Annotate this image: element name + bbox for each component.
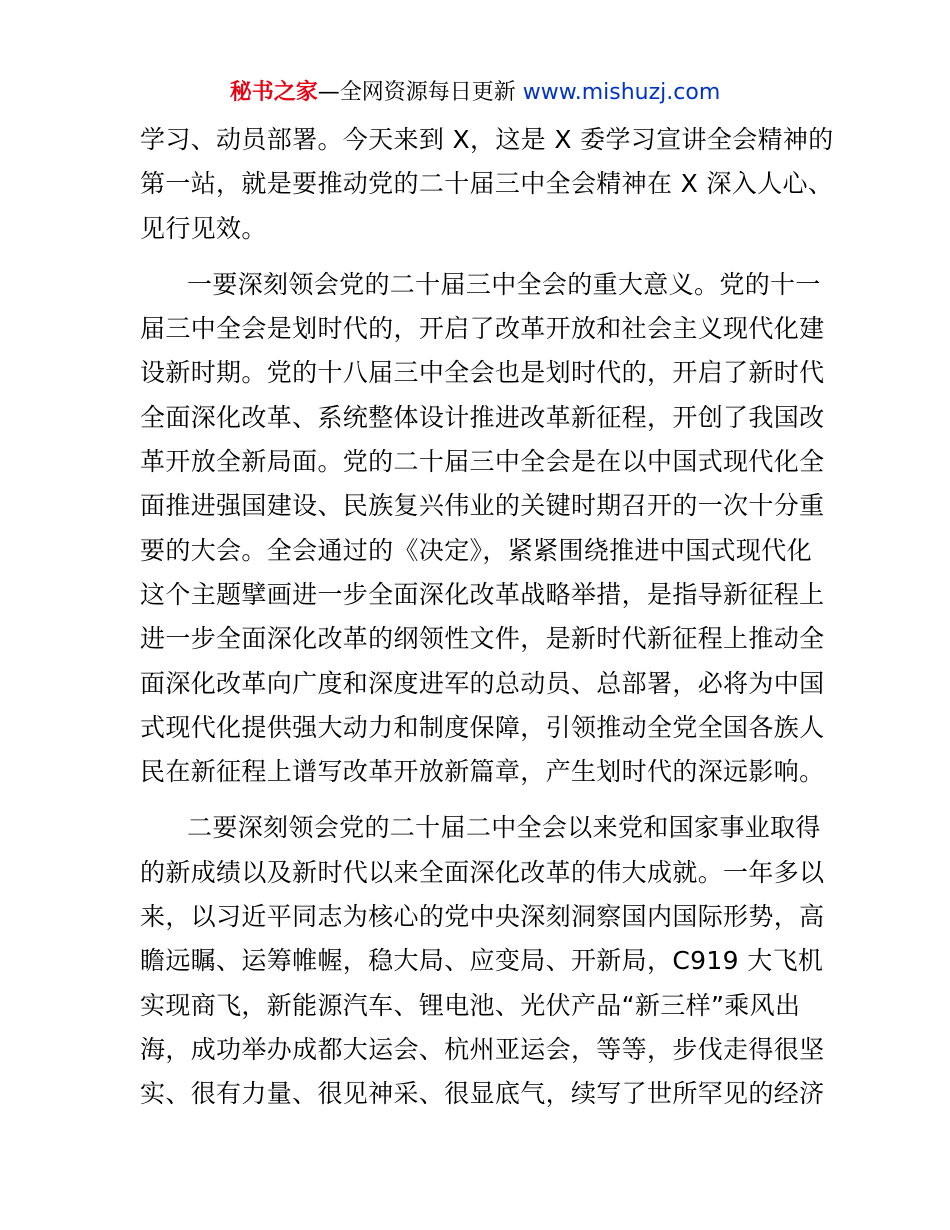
- text-line: 海，成功举办成都大运会、杭州亚运会，等等，步伐走得很坚: [140, 1034, 825, 1064]
- text-line: 来，以习近平同志为核心的党中央深刻洞察国内国际形势，高: [140, 902, 825, 932]
- text-line: 这个主题擘画进一步全面深化改革战略举措，是指导新征程上: [140, 579, 825, 609]
- text-line: 进一步全面深化改革的纲领性文件，是新时代新征程上推动全: [140, 624, 825, 654]
- text-line: 面推进强国建设、民族复兴伟业的关键时期召开的一次十分重: [140, 491, 825, 521]
- text-line: 二要深刻领会党的二十届二中全会以来党和国家事业取得: [187, 813, 821, 843]
- site-url-link[interactable]: www.mishuzj.com: [522, 80, 721, 105]
- text-line: 第一站，就是要推动党的二十届三中全会精神在 X 深入人心、: [140, 169, 834, 199]
- text-line: 学习、动员部署。今天来到 X，这是 X 委学习宣讲全会精神的: [140, 125, 834, 154]
- paragraph-spacer: [140, 794, 820, 806]
- text-line: 革开放全新局面。党的二十届三中全会是在以中国式现代化全: [140, 447, 825, 477]
- text-line: 的新成绩以及新时代以来全面深化改革的伟大成就。一年多以: [140, 857, 825, 887]
- text-line: 一要深刻领会党的二十届三中全会的重大意义。党的十一: [187, 269, 821, 299]
- paragraph-spacer: [140, 251, 820, 263]
- text-line: 届三中全会是划时代的，开启了改革开放和社会主义现代化建: [140, 314, 825, 344]
- document-body: [140, 118, 834, 1117]
- text-line: 见行见效。: [140, 213, 267, 243]
- text-line: 设新时期。党的十八届三中全会也是划时代的，开启了新时代: [140, 358, 825, 388]
- site-brand: 秘书之家: [229, 80, 318, 105]
- text-line: 全面深化改革、系统整体设计推进改革新征程，开创了我国改: [140, 402, 825, 432]
- paragraph: [140, 263, 825, 795]
- text-line: 瞻远瞩、运筹帷幄，稳大局、应变局、开新局，C919 大飞机: [140, 946, 824, 976]
- text-line: 实现商飞，新能源汽车、锂电池、光伏产品“新三样”乘风出: [140, 990, 801, 1020]
- paragraph: [140, 118, 834, 251]
- text-line: 要的大会。全会通过的《决定》，紧紧围绕推进中国式现代化: [140, 535, 812, 565]
- site-tagline: —全网资源每日更新: [317, 80, 516, 105]
- text-line: 实、很有力量、很见神采、很显底气，续写了世所罕见的经济: [140, 1079, 825, 1109]
- paragraph: [140, 806, 825, 1116]
- text-line: 式现代化提供强大动力和制度保障，引领推动全党全国各族人: [140, 712, 825, 742]
- text-line: 民在新征程上谱写改革开放新篇章，产生划时代的深远影响。: [140, 757, 825, 787]
- text-line: 面深化改革向广度和深度进军的总动员、总部署，必将为中国: [140, 668, 825, 698]
- site-header: [0, 78, 950, 108]
